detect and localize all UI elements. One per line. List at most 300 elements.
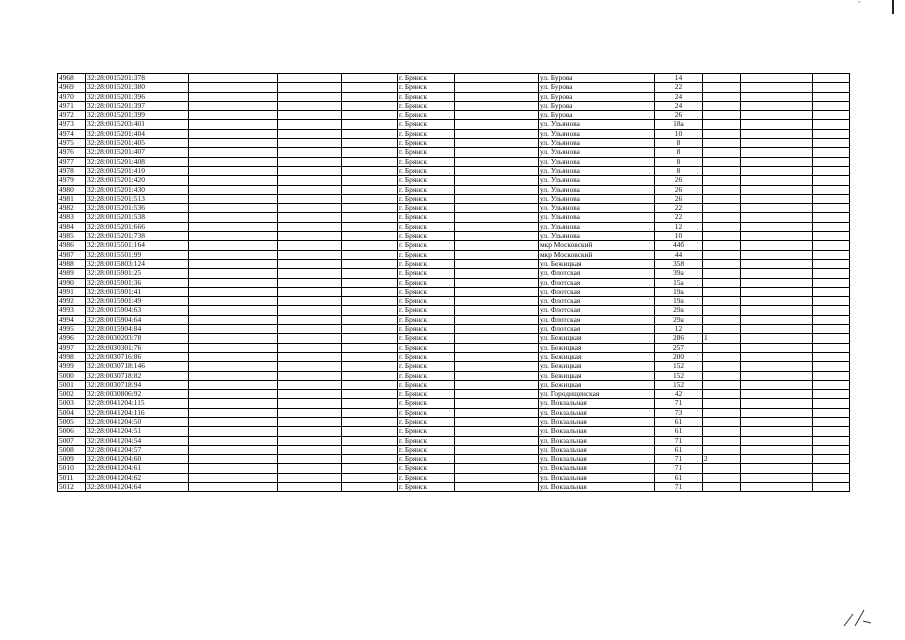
empty-cell <box>813 408 850 417</box>
street-cell: ул. Ульянова <box>539 148 655 157</box>
empty-cell <box>278 464 342 473</box>
empty-cell <box>278 455 342 464</box>
note-cell <box>703 287 741 296</box>
empty-cell <box>741 427 813 436</box>
street-cell: мкр Московский <box>539 241 655 250</box>
street-cell: ул. Бурова <box>539 83 655 92</box>
empty-cell <box>741 139 813 148</box>
empty-cell <box>813 473 850 482</box>
table-row <box>58 129 850 138</box>
row-number: 4983 <box>58 213 86 222</box>
street-cell: ул. Городищенская <box>539 390 655 399</box>
city-cell: г. Брянск <box>398 259 455 268</box>
table-row <box>58 417 850 426</box>
city-cell: г. Брянск <box>398 185 455 194</box>
empty-cell <box>278 241 342 250</box>
note-cell <box>703 166 741 175</box>
note-cell <box>703 483 741 492</box>
empty-cell <box>455 222 539 231</box>
table-row <box>58 101 850 110</box>
table-row <box>58 269 850 278</box>
street-cell: ул. Ульянова <box>539 157 655 166</box>
empty-cell <box>455 427 539 436</box>
cadastral-number: 32:28:0015201:513 <box>86 194 189 203</box>
note-cell <box>703 222 741 231</box>
row-number: 4979 <box>58 176 86 185</box>
city-cell: г. Брянск <box>398 204 455 213</box>
empty-cell <box>278 473 342 482</box>
empty-cell <box>813 176 850 185</box>
empty-cell <box>342 352 398 361</box>
empty-cell <box>189 464 278 473</box>
empty-cell <box>342 101 398 110</box>
street-cell: ул. Флотская <box>539 269 655 278</box>
city-cell: г. Брянск <box>398 390 455 399</box>
row-number: 4973 <box>58 120 86 129</box>
note-cell <box>703 92 741 101</box>
empty-cell <box>189 380 278 389</box>
empty-cell <box>342 232 398 241</box>
empty-cell <box>455 352 539 361</box>
table-row <box>58 399 850 408</box>
empty-cell <box>342 259 398 268</box>
empty-cell <box>455 185 539 194</box>
table-row <box>58 325 850 334</box>
empty-cell <box>813 222 850 231</box>
cadastral-number: 32:28:0015201:405 <box>86 139 189 148</box>
empty-cell <box>455 315 539 324</box>
empty-cell <box>741 417 813 426</box>
city-cell: г. Брянск <box>398 194 455 203</box>
row-number: 4997 <box>58 343 86 352</box>
row-number: 4994 <box>58 315 86 324</box>
house-number: 61 <box>655 417 703 426</box>
empty-cell <box>342 213 398 222</box>
empty-cell <box>189 120 278 129</box>
row-number: 4970 <box>58 92 86 101</box>
empty-cell <box>342 278 398 287</box>
house-number: 19а <box>655 297 703 306</box>
handwritten-signature-icon <box>840 605 885 630</box>
empty-cell <box>813 352 850 361</box>
empty-cell <box>342 74 398 83</box>
city-cell: г. Брянск <box>398 232 455 241</box>
empty-cell <box>278 380 342 389</box>
street-cell: ул. Бурова <box>539 74 655 83</box>
note-cell <box>703 278 741 287</box>
empty-cell <box>342 139 398 148</box>
city-cell: г. Брянск <box>398 325 455 334</box>
house-number: 10 <box>655 232 703 241</box>
empty-cell <box>189 427 278 436</box>
empty-cell <box>189 222 278 231</box>
empty-cell <box>741 111 813 120</box>
street-cell: ул. Ульянова <box>539 185 655 194</box>
empty-cell <box>189 101 278 110</box>
city-cell: г. Брянск <box>398 157 455 166</box>
row-number: 5000 <box>58 371 86 380</box>
empty-cell <box>455 445 539 454</box>
table-row <box>58 222 850 231</box>
empty-cell <box>813 390 850 399</box>
city-cell: г. Брянск <box>398 83 455 92</box>
empty-cell <box>278 250 342 259</box>
empty-cell <box>741 101 813 110</box>
table-row <box>58 445 850 454</box>
empty-cell <box>455 213 539 222</box>
note-cell <box>703 185 741 194</box>
empty-cell <box>741 306 813 315</box>
table-row <box>58 194 850 203</box>
cadastral-number: 32:28:0041204:115 <box>86 399 189 408</box>
house-number: 44 <box>655 250 703 259</box>
empty-cell <box>741 194 813 203</box>
empty-cell <box>189 352 278 361</box>
house-number: 22 <box>655 204 703 213</box>
table-row <box>58 352 850 361</box>
cadastral-number: 32:28:0041204:60 <box>86 455 189 464</box>
empty-cell <box>455 157 539 166</box>
empty-cell <box>189 74 278 83</box>
row-number: 4986 <box>58 241 86 250</box>
empty-cell <box>189 417 278 426</box>
street-cell: ул. Вокзальная <box>539 483 655 492</box>
house-number: 26 <box>655 111 703 120</box>
note-cell <box>703 464 741 473</box>
city-cell: г. Брянск <box>398 427 455 436</box>
city-cell: г. Брянск <box>398 278 455 287</box>
empty-cell <box>741 204 813 213</box>
row-number: 5010 <box>58 464 86 473</box>
empty-cell <box>741 473 813 482</box>
empty-cell <box>813 232 850 241</box>
city-cell: г. Брянск <box>398 380 455 389</box>
street-cell: ул. Ульянова <box>539 222 655 231</box>
empty-cell <box>342 390 398 399</box>
note-cell <box>703 139 741 148</box>
empty-cell <box>455 436 539 445</box>
row-number: 5004 <box>58 408 86 417</box>
house-number: 71 <box>655 483 703 492</box>
empty-cell <box>278 139 342 148</box>
table-row <box>58 166 850 175</box>
cadastral-number: 32:28:0015201:410 <box>86 166 189 175</box>
street-cell: ул. Флотская <box>539 297 655 306</box>
note-cell <box>703 436 741 445</box>
city-cell: г. Брянск <box>398 436 455 445</box>
empty-cell <box>813 483 850 492</box>
empty-cell <box>342 362 398 371</box>
empty-cell <box>741 445 813 454</box>
empty-cell <box>278 297 342 306</box>
empty-cell <box>741 297 813 306</box>
empty-cell <box>455 464 539 473</box>
empty-cell <box>455 204 539 213</box>
empty-cell <box>342 204 398 213</box>
empty-cell <box>278 111 342 120</box>
row-number: 4977 <box>58 157 86 166</box>
house-number: 24 <box>655 92 703 101</box>
city-cell: г. Брянск <box>398 111 455 120</box>
empty-cell <box>813 139 850 148</box>
street-cell: ул. Бежицкая <box>539 343 655 352</box>
empty-cell <box>813 111 850 120</box>
empty-cell <box>741 408 813 417</box>
empty-cell <box>278 101 342 110</box>
empty-cell <box>741 241 813 250</box>
empty-cell <box>741 464 813 473</box>
table-row <box>58 408 850 417</box>
row-number: 4968 <box>58 74 86 83</box>
empty-cell <box>813 417 850 426</box>
cadastral-number: 32:28:0015201:666 <box>86 222 189 231</box>
street-cell: ул. Ульянова <box>539 204 655 213</box>
city-cell: г. Брянск <box>398 213 455 222</box>
empty-cell <box>813 185 850 194</box>
empty-cell <box>741 390 813 399</box>
empty-cell <box>189 241 278 250</box>
empty-cell <box>741 92 813 101</box>
row-number: 5012 <box>58 483 86 492</box>
street-cell: ул. Вокзальная <box>539 473 655 482</box>
empty-cell <box>813 297 850 306</box>
empty-cell <box>813 101 850 110</box>
empty-cell <box>189 176 278 185</box>
empty-cell <box>278 148 342 157</box>
table-row <box>58 120 850 129</box>
cadastral-number: 32:28:0041204:50 <box>86 417 189 426</box>
empty-cell <box>189 334 278 343</box>
house-number: 152 <box>655 380 703 389</box>
empty-cell <box>278 157 342 166</box>
note-cell <box>703 204 741 213</box>
cadastral-number: 32:28:0015201:420 <box>86 176 189 185</box>
row-number: 4988 <box>58 259 86 268</box>
note-cell <box>703 362 741 371</box>
city-cell: г. Брянск <box>398 176 455 185</box>
empty-cell <box>342 157 398 166</box>
note-cell <box>703 427 741 436</box>
street-cell: ул. Флотская <box>539 278 655 287</box>
empty-cell <box>455 259 539 268</box>
empty-cell <box>189 92 278 101</box>
table-row <box>58 83 850 92</box>
empty-cell <box>189 315 278 324</box>
note-cell <box>703 101 741 110</box>
empty-cell <box>813 325 850 334</box>
empty-cell <box>455 408 539 417</box>
empty-cell <box>741 399 813 408</box>
row-number: 4993 <box>58 306 86 315</box>
empty-cell <box>741 222 813 231</box>
cadastral-number: 32:28:0015901:41 <box>86 287 189 296</box>
note-cell <box>703 417 741 426</box>
empty-cell <box>455 120 539 129</box>
empty-cell <box>278 74 342 83</box>
table-row <box>58 278 850 287</box>
table-row <box>58 241 850 250</box>
table-row <box>58 185 850 194</box>
empty-cell <box>813 166 850 175</box>
page-edge-mark <box>892 0 894 14</box>
empty-cell <box>278 92 342 101</box>
street-cell: ул. Ульянова <box>539 120 655 129</box>
street-cell: ул. Флотская <box>539 287 655 296</box>
note-cell <box>703 129 741 138</box>
row-number: 4969 <box>58 83 86 92</box>
table-row <box>58 427 850 436</box>
row-number: 4976 <box>58 148 86 157</box>
city-cell: г. Брянск <box>398 417 455 426</box>
empty-cell <box>455 250 539 259</box>
house-number: 26 <box>655 176 703 185</box>
note-cell <box>703 380 741 389</box>
empty-cell <box>741 380 813 389</box>
note-cell <box>703 306 741 315</box>
empty-cell <box>813 74 850 83</box>
house-number: 44б <box>655 241 703 250</box>
empty-cell <box>455 148 539 157</box>
row-number: 5009 <box>58 455 86 464</box>
empty-cell <box>455 306 539 315</box>
table-row <box>58 306 850 315</box>
house-number: 8 <box>655 157 703 166</box>
row-number: 4980 <box>58 185 86 194</box>
house-number: 24 <box>655 101 703 110</box>
note-cell <box>703 445 741 454</box>
cadastral-number: 32:28:0041204:62 <box>86 473 189 482</box>
empty-cell <box>741 148 813 157</box>
register-table-body <box>58 74 850 492</box>
empty-cell <box>813 455 850 464</box>
empty-cell <box>813 157 850 166</box>
empty-cell <box>455 417 539 426</box>
city-cell: г. Брянск <box>398 483 455 492</box>
row-number: 4972 <box>58 111 86 120</box>
empty-cell <box>741 74 813 83</box>
table-row <box>58 380 850 389</box>
empty-cell <box>455 371 539 380</box>
empty-cell <box>455 455 539 464</box>
empty-cell <box>189 185 278 194</box>
empty-cell <box>189 111 278 120</box>
cadastral-number: 32:28:0030718:146 <box>86 362 189 371</box>
table-row <box>58 74 850 83</box>
house-number: 8 <box>655 148 703 157</box>
empty-cell <box>813 129 850 138</box>
empty-cell <box>278 315 342 324</box>
house-number: 10 <box>655 129 703 138</box>
house-number: 73 <box>655 408 703 417</box>
table-row <box>58 111 850 120</box>
cadastral-number: 32:28:0015201:408 <box>86 157 189 166</box>
row-number: 4987 <box>58 250 86 259</box>
empty-cell <box>455 287 539 296</box>
empty-cell <box>189 408 278 417</box>
note-cell <box>703 250 741 259</box>
city-cell: г. Брянск <box>398 148 455 157</box>
table-row <box>58 343 850 352</box>
empty-cell <box>813 194 850 203</box>
row-number: 4995 <box>58 325 86 334</box>
row-number: 4991 <box>58 287 86 296</box>
empty-cell <box>342 427 398 436</box>
empty-cell <box>278 427 342 436</box>
street-cell: ул. Бежицкая <box>539 362 655 371</box>
empty-cell <box>278 306 342 315</box>
note-cell <box>703 399 741 408</box>
empty-cell <box>342 297 398 306</box>
note-cell <box>703 83 741 92</box>
empty-cell <box>342 250 398 259</box>
cadastral-number: 32:28:0015201:378 <box>86 74 189 83</box>
row-number: 4984 <box>58 222 86 231</box>
empty-cell <box>278 371 342 380</box>
cadastral-number: 32:28:0030301:76 <box>86 343 189 352</box>
empty-cell <box>278 259 342 268</box>
empty-cell <box>189 445 278 454</box>
city-cell: г. Брянск <box>398 92 455 101</box>
city-cell: г. Брянск <box>398 306 455 315</box>
row-number: 4990 <box>58 278 86 287</box>
empty-cell <box>189 157 278 166</box>
empty-cell <box>278 204 342 213</box>
row-number: 4981 <box>58 194 86 203</box>
empty-cell <box>455 399 539 408</box>
house-number: 71 <box>655 399 703 408</box>
city-cell: г. Брянск <box>398 371 455 380</box>
row-number: 5011 <box>58 473 86 482</box>
empty-cell <box>189 232 278 241</box>
cadastral-number: 32:28:0015201:738 <box>86 232 189 241</box>
city-cell: г. Брянск <box>398 408 455 417</box>
table-row <box>58 371 850 380</box>
empty-cell <box>455 101 539 110</box>
note-cell <box>703 148 741 157</box>
street-cell: ул. Вокзальная <box>539 408 655 417</box>
city-cell: г. Брянск <box>398 362 455 371</box>
empty-cell <box>813 334 850 343</box>
empty-cell <box>189 148 278 157</box>
empty-cell <box>813 436 850 445</box>
note-cell <box>703 241 741 250</box>
empty-cell <box>741 455 813 464</box>
empty-cell <box>278 83 342 92</box>
empty-cell <box>278 269 342 278</box>
empty-cell <box>455 483 539 492</box>
empty-cell <box>342 166 398 175</box>
row-number: 5006 <box>58 427 86 436</box>
city-cell: г. Брянск <box>398 315 455 324</box>
empty-cell <box>455 297 539 306</box>
empty-cell <box>813 213 850 222</box>
empty-cell <box>455 83 539 92</box>
note-cell <box>703 297 741 306</box>
cadastral-number: 32:28:0041204:57 <box>86 445 189 454</box>
city-cell: г. Брянск <box>398 166 455 175</box>
empty-cell <box>342 473 398 482</box>
empty-cell <box>278 166 342 175</box>
house-number: 42 <box>655 390 703 399</box>
cadastral-number: 32:28:0015201:536 <box>86 204 189 213</box>
empty-cell <box>741 334 813 343</box>
house-number: 26 <box>655 185 703 194</box>
empty-cell <box>189 436 278 445</box>
empty-cell <box>278 390 342 399</box>
note-cell <box>703 315 741 324</box>
cadastral-number: 32:28:0041204:54 <box>86 436 189 445</box>
empty-cell <box>342 455 398 464</box>
